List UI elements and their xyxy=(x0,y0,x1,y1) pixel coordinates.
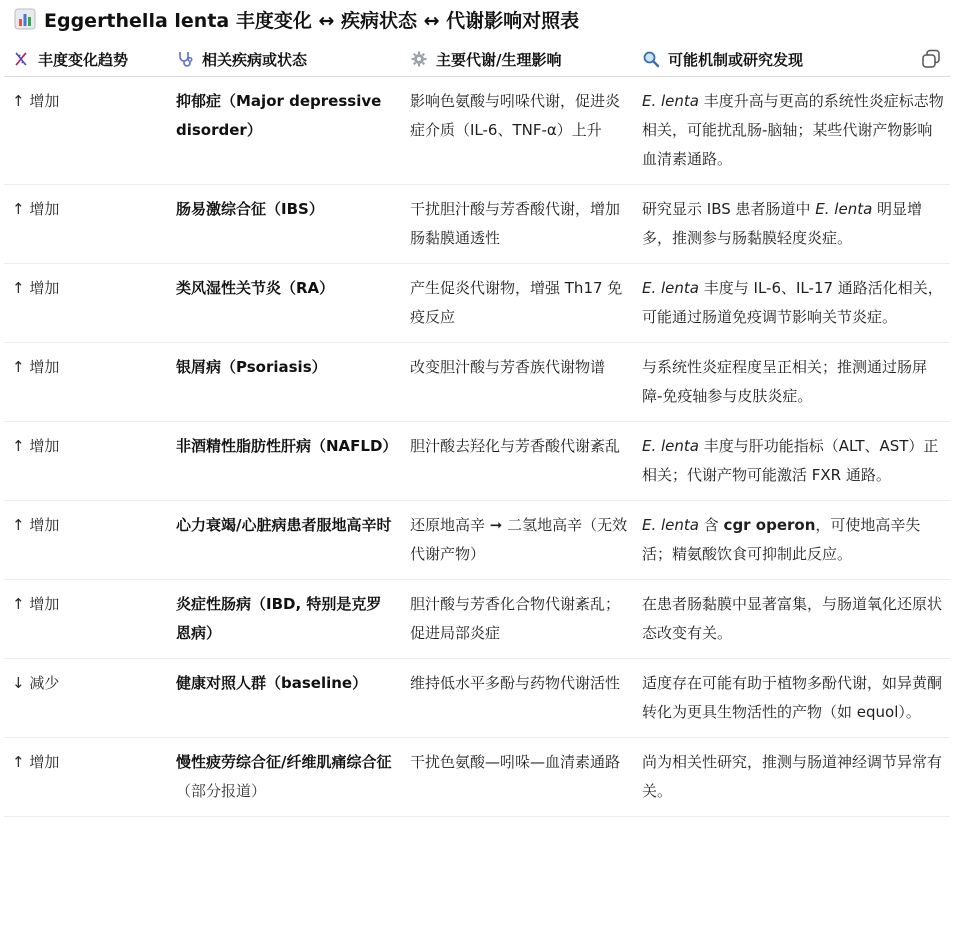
disease-name: 银屑病（Psoriasis） xyxy=(176,358,327,376)
disease-name: 抑郁症（Major depressive disorder） xyxy=(176,92,382,139)
table-header-row xyxy=(4,42,950,77)
disease-cell xyxy=(168,77,402,185)
disease-name: 炎症性肠病（IBD, 特别是克罗恩病） xyxy=(176,595,382,642)
metabolism-cell: 维持低水平多酚与药物代谢活性 xyxy=(402,659,634,738)
mechanism-text: 丰度升高与更高的系统性炎症标志物相关，可能扰乱肠-脑轴；某些代谢产物影响血清素通路。 xyxy=(642,92,944,168)
comparison-table-wrapper xyxy=(0,42,960,817)
mechanism-text: 尚为相关性研究，推测与肠道神经调节异常有关。 xyxy=(642,753,943,800)
disease-cell xyxy=(168,185,402,264)
metabolism-cell: 改变胆汁酸与芳香族代谢物谱 xyxy=(402,343,634,422)
stethoscope-icon xyxy=(176,50,194,68)
gear-icon xyxy=(410,50,428,68)
dna-icon xyxy=(12,50,30,68)
metabolism-cell: 还原地高辛 ➞ 二氢地高辛（无效代谢产物） xyxy=(402,501,634,580)
disease-name: 心力衰竭/心脏病患者服地高辛时 xyxy=(176,516,392,534)
disease-name: 健康对照人群（baseline） xyxy=(176,674,368,692)
metabolism-cell: 干扰胆汁酸与芳香酸代谢，增加肠黏膜通透性 xyxy=(402,185,634,264)
species-name: E. lenta xyxy=(642,279,699,297)
table-row xyxy=(4,422,950,501)
mechanism-cell xyxy=(634,501,950,580)
species-name: E. lenta xyxy=(642,92,699,110)
trend-cell: ↑ 增加 xyxy=(4,343,168,422)
disease-cell xyxy=(168,580,402,659)
trend-cell: ↑ 增加 xyxy=(4,264,168,343)
trend-cell: ↑ 增加 xyxy=(4,501,168,580)
header-metabolism-label: 主要代谢/生理影响 xyxy=(436,50,562,69)
header-metabolism xyxy=(402,42,634,77)
disease-name: 非酒精性脂肪性肝病（NAFLD） xyxy=(176,437,398,455)
table-row xyxy=(4,501,950,580)
table-row xyxy=(4,580,950,659)
table-row xyxy=(4,659,950,738)
metabolism-cell: 胆汁酸去羟化与芳香酸代谢紊乱 xyxy=(402,422,634,501)
table-row xyxy=(4,77,950,185)
mechanism-text: 与系统性炎症程度呈正相关；推测通过肠屏障-免疫轴参与皮肤炎症。 xyxy=(642,358,928,405)
mechanism-cell xyxy=(634,422,950,501)
page-title-text: Eggerthella lenta 丰度变化 ↔ 疾病状态 ↔ 代谢影响对照表 xyxy=(44,9,580,32)
disease-note: （部分报道） xyxy=(176,782,267,800)
header-disease-label: 相关疾病或状态 xyxy=(202,50,308,69)
disease-cell xyxy=(168,343,402,422)
disease-name: 肠易激综合征（IBS） xyxy=(176,200,324,218)
disease-cell xyxy=(168,422,402,501)
metabolism-cell: 影响色氨酸与吲哚代谢，促进炎症介质（IL-6、TNF-α）上升 xyxy=(402,77,634,185)
mechanism-cell xyxy=(634,659,950,738)
trend-cell: ↑ 增加 xyxy=(4,738,168,817)
trend-cell: ↑ 增加 xyxy=(4,580,168,659)
disease-cell xyxy=(168,659,402,738)
magnifier-icon xyxy=(642,50,660,68)
header-mechanism xyxy=(634,42,950,77)
metabolism-cell: 胆汁酸与芳香化合物代谢紊乱；促进局部炎症 xyxy=(402,580,634,659)
table-row xyxy=(4,185,950,264)
mechanism-highlight: cgr operon xyxy=(723,516,816,534)
header-trend-label: 丰度变化趋势 xyxy=(38,50,129,69)
disease-name: 类风湿性关节炎（RA） xyxy=(176,279,335,297)
mechanism-cell xyxy=(634,738,950,817)
disease-cell xyxy=(168,501,402,580)
header-disease xyxy=(168,42,402,77)
metabolism-cell: 干扰色氨酸—吲哚—血清素通路 xyxy=(402,738,634,817)
comparison-table xyxy=(4,42,950,817)
trend-cell: ↑ 增加 xyxy=(4,77,168,185)
mechanism-cell xyxy=(634,185,950,264)
mechanism-cell xyxy=(634,264,950,343)
mechanism-text: 研究显示 IBS 患者肠道中 xyxy=(642,200,816,218)
species-name: E. lenta xyxy=(642,516,699,534)
trend-cell: ↓ 减少 xyxy=(4,659,168,738)
disease-cell xyxy=(168,264,402,343)
mechanism-cell xyxy=(634,77,950,185)
header-mechanism-label: 可能机制或研究发现 xyxy=(668,50,804,69)
disease-name: 慢性疲劳综合征/纤维肌痛综合征 xyxy=(176,753,392,771)
trend-cell: ↑ 增加 xyxy=(4,422,168,501)
mechanism-cell xyxy=(634,343,950,422)
page-title xyxy=(14,4,579,34)
mechanism-text: ，可使地高辛失活；精氨酸饮食可抑制此反应。 xyxy=(642,516,921,563)
mechanism-text: 丰度与 IL-6、IL-17 通路活化相关，可能通过肠道免疫调节影响关节炎症。 xyxy=(642,279,943,326)
table-row xyxy=(4,738,950,817)
disease-cell xyxy=(168,738,402,817)
trend-cell: ↑ 增加 xyxy=(4,185,168,264)
species-name: E. lenta xyxy=(642,437,699,455)
mechanism-text: 丰度与肝功能指标（ALT、AST）正相关；代谢产物可能激活 FXR 通路。 xyxy=(642,437,939,484)
mechanism-text: 适度存在可能有助于植物多酚代谢，如异黄酮转化为更具生物活性的产物（如 equol）。 xyxy=(642,674,943,721)
mechanism-text: 含 xyxy=(699,516,724,534)
header-trend xyxy=(4,42,168,77)
bar-chart-icon xyxy=(14,8,36,30)
mechanism-cell xyxy=(634,580,950,659)
mechanism-text: 在患者肠黏膜中显著富集，与肠道氧化还原状态改变有关。 xyxy=(642,595,943,642)
species-name: E. lenta xyxy=(815,200,873,218)
mechanism-text: 明显增多，推测参与肠黏膜轻度炎症。 xyxy=(642,200,923,247)
table-row xyxy=(4,343,950,422)
metabolism-cell: 产生促炎代谢物，增强 Th17 免疫反应 xyxy=(402,264,634,343)
table-row xyxy=(4,264,950,343)
